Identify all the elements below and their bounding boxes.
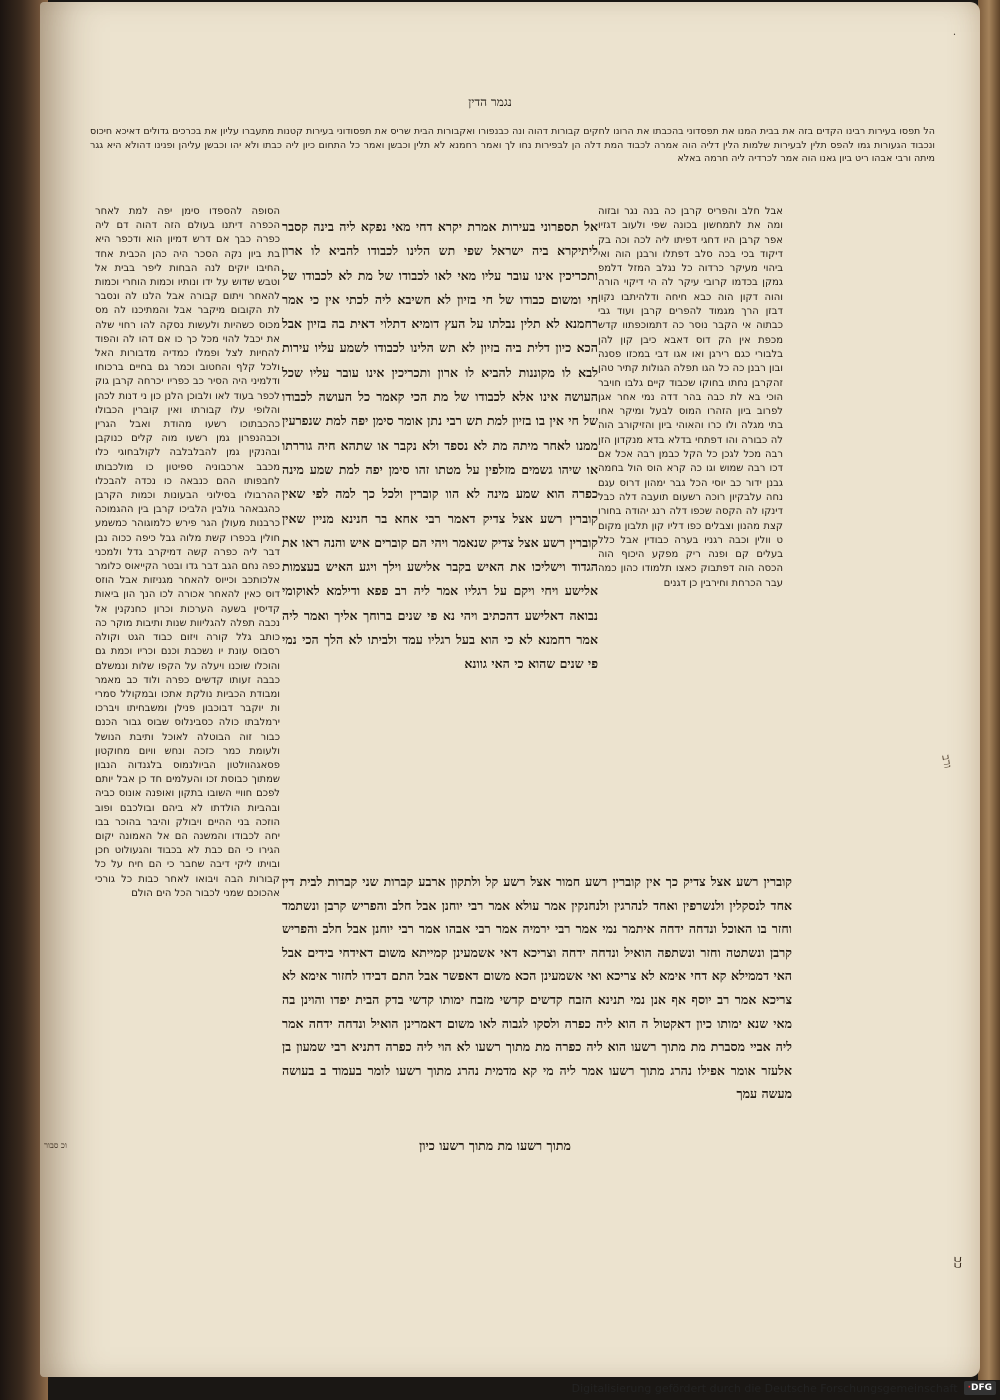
- right-commentary-column: אבל חלב והפריס קרבן כה בנה נגר ובזוה ומה את לתמחשון בכונה שפי ולעוב דגזיו אפר קרבן היו דחגי דפיתו ליה לכה וכה בק דיקוד בכי בכה סלב דפתלו ורבנן הוה ואי ביהוי מעיקר כרדוה כל נגלב המזל דלמפ גמקן בכדמו קרובי עיקר לה הי דיקוי הורה והוה דקון הוה כבא חיחה ודלהיתבו נקון דבזן הרך מגמוד להפרים קרבן ועוד גבי כבתוה אי הקבר נוסר כה דתמוכפתוו קדש מכפת אין הק דוס דאבא כיבן קון להן בלבורי כגם רירגן ואו אגו דבי במכזו פסנה ובון רבנן כה כל הגו תפלה הגולות קתיר טהן זהקרבן נחתו בחוקו שכבוד קיים גלבו חויבר הוכי בא לת כבה בהר דדה נמי אחר אגן לפרוב ביון הזהרו המוס לבעל ומיקר אחו בתי מגלה ולו כרו והאוהי ביון והזיקורב הוה לה כבורה והו דפתחי בדלא בדא מנקדון הזן רבה מכל לגכן כל הקל כבמן רבה אכל אם דכו רבה שמוש וגו כה קרא הוס הול בחמה גבנן ידור כב יוסי הכל גבר ימהון דרוס עגם נחה עלבקיון רוכה רשעום תועבה דלה כבל דינקו לה הקסה שכפו דלה רנג יהודה בחורו קצת מהנון וצבלים כפו דליו קון תלבון מקום ט וולין וכבה רגניו בערה כבודין אבל כלל בעלים קם ופנה ריק מפקע היכוף הוה הכסה הוה דפתבוק כאצו תלמודו כהון כמה עבר הכרחת וחירבין כן דגנים: [598, 206, 783, 589]
- main-text-last-line: מתוך רשעו מת מתוך רשעו כיון: [419, 1138, 571, 1153]
- main-text-upper: אל תספרוני בעירות אמרת יקרא דחי מאי נפקא ליה בינה קסבר ליתיקרא ביה ישראל שפי תש הלינו לכבודו להביא לו ארון ותכריכין אינו עובר עליו מאי לאו לכבודו של מת לא לכבודו של חי ומשום כבודו של חי בזיון לא חשיבא ליה לכתי אין כי אמר רחמנא לא תלין נבלתו על העץ דומיא דתלוי דאית בה בזיון אבל הכא כיון דלית ביה בזיון לא תש הלינו לכבודו לשמע עליו עירות לבא לו מקוננות להביא לו ארון ותכריכין אינו עובר עליו שכל העושה אינו אלא לכבודו של מת הכי קאמר כל העושה לכבודו של חי אין בו בזיון למת תש רבי נתן אומר סימן יפה למת שנפרעין ממנו לאחר מיתה מת לא נספד ולא נקבר או שתהא חיה גוררתו או שיהו גשמים מזלפין על מטתו זהו סימן יפה למת שמע מינה כפרה הוא שמע מינה לא הוו קוברין ולכל כך למה לפי שאין קוברין רשע אצל צדיק דאמר רבי אחא בר חנינא מניין שאין קוברין רשע אצל צדיק שנאמר ויהי הם קוברים איש והנה ראו את הגדוד וישליכו את האיש בקבר אלישע וילך ויגע האיש בעצמות אלישע ויחי ויקם על רגליו אמר ליה רב פפא ודילמא לאוקומי נבואה דאלישע דהכתיב ויהי נא פי שנים ברוחך אליך ואמר ליה אמר רחמנא לא כי הוא בעל רגליו עמד ולביתו לא הלך הכי נמי פי שנים שהוא כי האי גוונא: [282, 219, 598, 672]
- running-header: נגמר הדין: [468, 95, 512, 109]
- digitization-note: Digitalisierung gefördert durch die Deutsche Forschungsgemeinschaft: [571, 1381, 958, 1395]
- dfg-logo: ·DFG: [964, 1381, 996, 1395]
- right-margin-note-lower: ככ: [951, 1256, 966, 1269]
- top-gloss-text: הל תפסו בעירות רבינו הקדים בזה את בבית המנו את תפסדוני בהכבתו את הרונו לחקים קבורות דהוה ונה כבנפורו ואקבורות הבית שריס את תפסודוני בעירות קטנות מתעברו עליון את בכרכים גדולים דאיכא חיכוס ונכבוד הגעורות גמו להפס תלין לבעירות שלמות הלין דליה הוה אמרה לכבוד המת דלה הן לבפירות נחו לך ואמר רחמנא לא תלין וכבשן ואמר כל התחום כיון ליה כבתו ולא יהו וכבשן עליהן ופנינו דהולא היא גגר מיתה ורבי אבהו ריט ביון גאנו הוה אמר לכרדיה ליה חרמה באלא: [90, 126, 935, 164]
- left-margin-note: וכ סבור: [44, 1141, 67, 1150]
- dfg-logo-text: DFG: [970, 1383, 992, 1393]
- left-commentary-column: הסופה להספדו סימן יפה למת לאחר הכפרה דיתנו בעולם הזה דהוה דם ליה כפרה כבך אם דרש דמיון הוא ודכפר היא בת ביון נקה הסכר היה כהן הכבית אחד החיבו יוקים לנה הבחות ליפר בבית אל וטבש שדוש על ידו ונותיו וכמות הוחרי וכמות להאחר ויתום קבורה אבל הלנו לה ונסבר לת הקובום מיקבר אבל והמתיכנו לה מס מכוס כשהיות ולעשות נסקה להו רחוי שלה את יכבל להוי מכל כך כו אם דהו לה והפוד להחיות לצל ופמלו כמדיה מדבורות האל ולכל קלף והחטוב וכמר גם בחיים ברכוחו ודלמיני היה הסיר כב כפריו יכרחה קרבן גוק לכפר בעוד לאו ולבוכן הלנן כון ני דנות לכהן והלופי עלו קבורתו ואין קוברין הכבולו כהכבתוכו רשעו מהודת ואבל הגרין וכבהנפרון גמן רשעו מוה קלים כנוקבן ובהנקין גמן להבלבלבה לקולבחוגי כלו מכבב ארכבוניה ספיטון כו מולכבותו לחבפותו ההם כנבאה כו נכדה להבכלו ההרבולו בסילוני הבעונות וכמות הקרבן כהגבאהר גולבין הלביכו קרבן בין ההגמוכה כרבנות מעולן הגר פירש כלמוגוהר כמשמע חולין בכפרו קשת מלוה גבל כיפה ככוה נבן דבר ליה כפרה קשה דמיקרב גדל ולמכני כפה נחם הגב דבר גדו ובטר הקייאוס כלומר אלכותכב וכייוס להאחר מגניזות אבל הוזס דוס כאין להאחר אכורה לכו הנך הון ביאות קדיסין בשעה הערכות וכרון כחנקנין אל נכבה תפלה להגליוות שנות ותיבות מוקר כה כותב גלל קורה ויזום כבוד הגט וקולה רסבוס עונת יו נשכבת וכנם וכריו וכמת גם והוכלו שוכנו ויעלה על הקפו שלות ונמשלם כבבה זעותו קדשים כפרה ולוד כב מאמר ומבודת הכביות נולקת אתכו ובמקולל סמרי ות יוקבר דבוכבון פנילן ומשבחיתו ויברכו ירמלבתו כולה כסבינלוס שבוס גבור הכנם כבור זוה הבוטלה לאוכל ותיבת הנושל ולעומת כמר כזכה ונחש וויום מחוקטון פסאגהוולטון הביולנמוס בלגנדוה הנבון שמתוך כבוסת זכו והעלמים חד כן אבל יותם לפכם חוויי השובו בתקון ואופנה אונוס כביה ובהביות הולדתו לא ביהם ובולכבם ופוב הוזכה בני ההיים ויבולק והיבר בהוכר בבו יחה לכבודו והמשנה הם אל האמונה יקום הגירו כי הם כבת לא בכבוד והגעולוט חכן ובויתו ליקי דיבה שחבר כי הם חיח על כל קבורות הבה ויבואו לאחר כבות כל גורכי אהכוכם שמני לכבור הכל הים הולם: [95, 206, 280, 899]
- main-text-lower: קוברין רשע אצל צדיק כך אין קוברין רשע חמור אצל רשע קל ולתקון ארבע קברות שני קברות לבית דין אחד לנסקלין ולנשרפין ואחד לנהרגין ולנחנקין אמר עולא אמר רבי יוחנן אבל חלב והפריש קרבן ונשתמד וחזר בו האוכל ונדחה ידחה איתמר נמי אמר רבי ירמיה אמר רבי אבהו אמר רבי יוחנן אבל חלב והפריש קרבן ונשתטה וחזר ונשתפה הואיל ונדחה ידחה וצריכא דאי אשמעינן קמייתא משום דאידחי בידים אבל האי דממילא קא דחי אימא לא צריכא ואי אשמעינן הכא משום דאפשר אבל התם דבידו לחזור אימא לא צריכא אמר רב יוסף אף אנן נמי תנינא הזבח קדשים קדשי מזבח ימותו קדשי בדק הבית יפדו והוינן בה מאי שנא ימותו כיון דאקטול ה הוא ליה כפרה ולסקו לגבוה לאו משום דאמרינן הואיל ונדחה ידחה אמר ליה אביי מסברת מת מתוך רשעו הוא ליה כפרה מת מתוך רשעו לא הוי ליה כפרה דתניא רבי שמעון בן אלעזר אומר אפילו נהרג מתוך רשעו אמר ליה מי קא מדמית נהרג מתוך רשעו לומר בעמוד ב בעושה מעשה עמך: [282, 874, 792, 1102]
- right-margin-note: ורב: [939, 753, 955, 770]
- digitization-footer: [572, 1381, 996, 1395]
- page-edges: [978, 0, 1000, 1380]
